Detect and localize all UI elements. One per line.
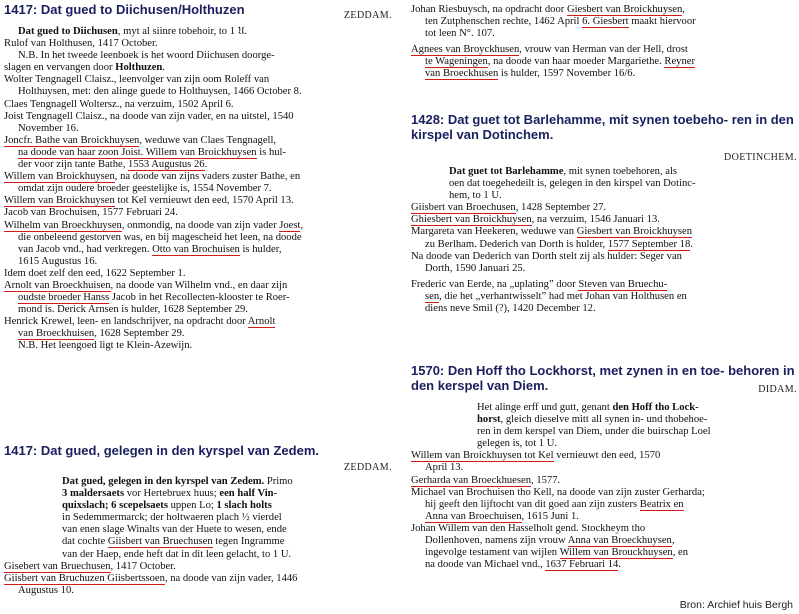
text-line: van Broeckhuisen, 1628 September 29.: [18, 328, 185, 340]
text-line: Gerharda van Broeckhuesen, 1577.: [411, 474, 561, 486]
text-line: ten Zutphenschen rechte, 1462 April 6. Giesbert maakt hiervoor: [425, 16, 696, 28]
text-line: ingevolge testament van wijlen Willem van Brouckhuysen, en: [425, 547, 688, 559]
text-line: Joist Tengnagell Claisz., na doode van zijn vader, en na uitstel, 1540: [4, 110, 294, 122]
source-credit: Bron: Archief huis Bergh: [679, 599, 793, 611]
text-line: November 16.: [18, 122, 79, 134]
text-line: mond is. Derick Arnsen is hulder, 1628 September 29.: [18, 304, 248, 316]
text-line: N.B. In het tweede leenboek is het woord Diichusen doorge-: [18, 50, 275, 62]
text-line: Dorth, 1590 Januari 25.: [425, 262, 526, 274]
text-line: na doode van haar zoon Joist. Willem van Broickhuysen is hul-: [18, 146, 287, 158]
section-place-zeddam-2: ZEDDAM.: [343, 462, 392, 473]
entry-block-zedem: [4, 476, 394, 597]
text-line: Willem van Broickhuysen tot Kel vernieuwt den eed, 1570 April 13.: [4, 195, 294, 207]
text-line: horst, gleich dieselve mitt all synen in- und thobehoe-: [477, 414, 708, 426]
text-line: Na doode van Dederich van Dorth stelt zij als hulder: Seger van: [411, 250, 682, 262]
text-line: ren in dem kerspel van Diem, under die buirschap Loel: [477, 426, 711, 438]
section-place-doetinchem: DOETINCHEM.: [723, 152, 797, 163]
text-line: na doode van Michael vnd., 1637 Februari 14.: [425, 559, 621, 571]
text-line: Willem van Broickhuysen, na doode van zijns vaders zuster Bathe, en: [4, 171, 301, 183]
entry-block-lockhorst: [411, 402, 799, 571]
entry-block-barlehamme: [411, 166, 799, 315]
text-line: sen, die het „verhantwisselt” had met Johan van Holthusen en: [425, 290, 687, 302]
text-line: Dat gued to Diichusen, myt al siinre tobehoir, to 1 𝔘.: [18, 26, 248, 37]
text-line: Dat guet tot Barlehamme, mit synen toebehoren, als: [449, 166, 678, 177]
text-line: oen dat toegehedeilt is, gelegen in den kirspel van Dotinc-: [449, 178, 696, 190]
section-title-diichusen: 1417: Dat gued to Diichusen/Holthuzen: [4, 2, 245, 17]
section-place-zeddam-1: ZEDDAM.: [343, 10, 392, 21]
text-line: gelegen is, tot 1 U.: [477, 438, 558, 450]
text-line: dat cochte Giisbert van Bruechusen tegen Ingramme: [62, 536, 285, 548]
text-line: April 13.: [425, 462, 464, 474]
text-line: omdat zijn oudere broeder geestelijke is, 1554 November 7.: [18, 183, 272, 195]
section-place-didam: DIDAM.: [758, 384, 797, 395]
text-line: Frederic van Eerde, na „uplating” door Steven van Bruechu-: [411, 278, 668, 290]
text-line: Idem doet zelf den eed, 1622 September 1.: [4, 267, 186, 279]
entry-block-riesbuysch: [411, 4, 799, 81]
text-line: 1615 Augustus 16.: [18, 255, 98, 267]
text-line: Margareta van Heekeren, weduwe van Giesbert van Broickhuysen: [411, 226, 693, 238]
text-line: die onbeleend gestorven was, en bij magescheid het leen, na doode: [18, 231, 302, 243]
text-line: Rulof van Holthusen, 1417 October.: [4, 38, 158, 50]
text-line: van Broeckhusen is hulder, 1597 November 16/6.: [425, 68, 636, 80]
text-line: Henrick Krewel, leen- en landschrijver, na opdracht door Arnolt: [4, 316, 276, 328]
text-line: van Jacob vnd., had verkregen. Otto van Brochuisen is hulder,: [18, 243, 282, 255]
text-line: N.B. Het leengoed ligt te Klein-Azewijn.: [18, 340, 193, 352]
text-line: Willem van Broickhuysen tot Kel vernieuwt den eed, 1570: [411, 450, 661, 462]
section-title-lockhorst: 1570: Den Hoff tho Lockhorst, met zynen in en toe- behoren in den kerspel van Diem.: [411, 363, 795, 393]
text-line: Michael van Brochuisen tho Kell, na doode van zijn zuster Gerharda;: [411, 486, 705, 498]
text-line: Dat gued, gelegen in den kyrspel van Zedem. Primo: [62, 476, 293, 487]
text-line: Het alinge erff und gutt, genant den Hoff tho Lock-: [477, 402, 699, 413]
text-line: Johan Willem van den Hasselholt gend. Stockheym tho: [411, 522, 646, 534]
text-line: Arnolt van Broeckhuisen, na doode van Wilhelm vnd., en daar zijn: [4, 279, 288, 291]
text-line: Wolter Tengnagell Claisz., leenvolger van zijn oom Roleff van: [4, 74, 270, 86]
text-line: in Sedemmermarck; der holtwaeren plach ½ vierdel: [62, 512, 282, 524]
text-line: zu Berlham. Dederich van Dorth is hulder, 1577 September 18.: [425, 238, 693, 250]
text-line: Jacob van Brochuisen, 1577 Februari 24.: [4, 207, 178, 219]
section-title-barlehamme: 1428: Dat guet tot Barlehamme, mit synen toebeho- ren in den kirspel van Dotinchem.: [411, 112, 794, 142]
text-line: Giisbert van Broechusen, 1428 September 27.: [411, 202, 607, 214]
text-line: Johan Riesbuysch, na opdracht door Giesbert van Broickhuysen,: [411, 4, 685, 15]
text-line: Claes Tengnagell Woltersz., na verzuim, 1502 April 6.: [4, 98, 234, 110]
text-line: Dollenhoven, namens zijn vrouw Anna van Broeckhuysen,: [425, 535, 675, 547]
text-line: slagen en vervangen door Holthuzen.: [4, 62, 165, 74]
text-line: Ghiesbert van Broickhuysen, na verzuim, 1546 Januari 13.: [411, 214, 660, 226]
text-line: te Wageningen, na doode van haar moeder Margariethe. Reyner: [425, 56, 695, 68]
text-line: hem, to 1 U.: [449, 190, 502, 202]
text-line: Giisbert van Bruchuzen Giisbertssoen, na doode van zijn vader, 1446: [4, 572, 298, 584]
text-line: tot leen N°. 107.: [425, 28, 495, 40]
text-line: Joncfr. Bathe van Broickhuysen, weduwe van Claes Tengnagell,: [4, 134, 277, 146]
text-line: Anna van Broechuisen, 1615 Juni 1.: [425, 510, 579, 522]
entry-block-diichusen: [4, 26, 394, 353]
text-line: van der Haep, ende heft dat in dit leen gelacht, to 1 U.: [62, 548, 292, 560]
section-title-zedem: 1417: Dat gued, gelegen in den kyrspel van Zedem.: [4, 443, 319, 458]
text-line: Holthuysen, met: den alinge guede to Holthuysen, 1466 October 8.: [18, 86, 302, 98]
text-line: hij geeft den lijftocht van dit goed aan zijn zusters Beatrix en: [425, 498, 684, 510]
text-line: 3 maldersaets vor Hertebruex huus; een half Vin-: [62, 488, 278, 500]
text-line: diens neve Smil (?), 1420 December 12.: [425, 303, 596, 315]
text-line: van enen slage Winalts van der Huete to wesen, ende: [62, 524, 287, 536]
text-line: Gisebert van Bruechusen, 1417 October.: [4, 560, 176, 572]
text-line: Agnees van Broyckhusen, vrouw van Herman van der Hell, drost: [411, 44, 688, 56]
text-line: der voor zijn tante Bathe, 1553 Augustus 26.: [18, 159, 208, 171]
text-line: quixslach; 6 scepelsaets uppen Lo; 1 slach holts: [62, 500, 272, 512]
text-line: Augustus 10.: [18, 584, 74, 596]
text-line: oudste broeder Hanss Jacob in het Recollecten-klooster te Roer-: [18, 292, 290, 304]
text-line: Wilhelm van Broeckhuysen, onmondig, na doode van zijn vader Joest,: [4, 219, 304, 231]
